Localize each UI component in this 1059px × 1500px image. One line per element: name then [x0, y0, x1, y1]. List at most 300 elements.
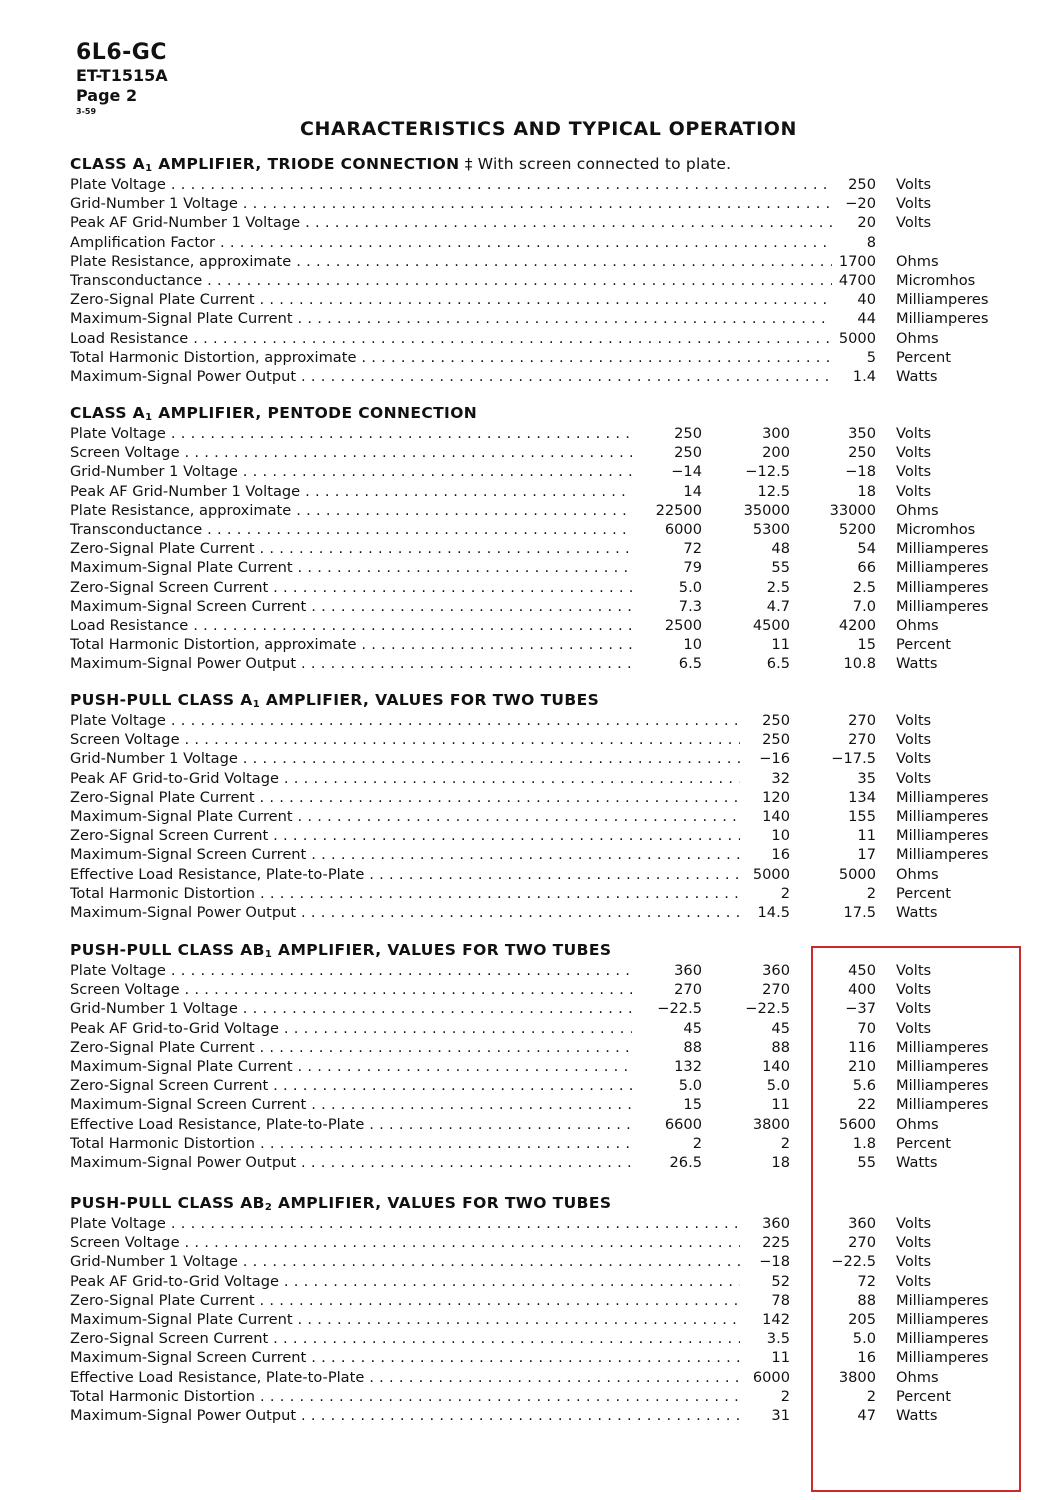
spec-value: 17.5 [843, 903, 876, 921]
spec-unit: Milliamperes [896, 1096, 989, 1114]
spec-value: 11 [857, 827, 876, 845]
spec-value: 134 [848, 788, 876, 806]
spec-value: −22.5 [657, 1000, 702, 1018]
spec-value: 7.0 [852, 597, 876, 615]
spec-value: −20 [845, 195, 876, 213]
spec-value: 48 [771, 540, 790, 558]
spec-unit: Ohms [896, 1368, 939, 1386]
spec-value: 205 [848, 1310, 876, 1328]
spec-label: Zero-Signal Screen Current . . . [70, 826, 740, 845]
spec-row [70, 520, 1010, 539]
spec-value: 2 [780, 884, 790, 902]
spec-label: Maximum-Signal Screen Current . . . [70, 1095, 632, 1114]
spec-value: 5.0 [852, 1330, 876, 1348]
spec-row [70, 788, 1010, 807]
spec-unit: Volts [896, 750, 932, 768]
spec-value: 4700 [838, 271, 876, 289]
spec-rows [70, 175, 1010, 386]
spec-unit: Percent [896, 636, 951, 654]
spec-value: 88 [857, 1291, 876, 1309]
spec-value: 88 [771, 1038, 790, 1056]
spec-unit: Micromhos [896, 520, 976, 538]
spec-row [70, 826, 1010, 845]
spec-value: 55 [771, 559, 790, 577]
spec-value: −16 [759, 750, 790, 768]
spec-value: 6600 [664, 1115, 702, 1133]
spec-value: 10.8 [843, 655, 876, 673]
section-title-text: AMPLIFIER, PENTODE CONNECTION [152, 404, 478, 422]
section-title-text: AMPLIFIER, TRIODE CONNECTION [152, 155, 460, 173]
section-title-text: AMPLIFIER, VALUES FOR TWO TUBES [260, 691, 600, 709]
spec-row [70, 309, 1010, 328]
section-title [70, 403, 1010, 424]
spec-row [70, 501, 1010, 520]
spec-label: Transconductance . . . [70, 271, 832, 290]
spec-row [70, 730, 1010, 749]
section-title-subscript: 1 [252, 699, 261, 710]
spec-value: 120 [762, 788, 790, 806]
spec-unit: Ohms [896, 616, 939, 634]
spec-row [70, 558, 1010, 577]
spec-value: −18 [759, 1253, 790, 1271]
spec-value: 116 [848, 1038, 876, 1056]
spec-value: 142 [762, 1310, 790, 1328]
spec-unit: Volts [896, 769, 932, 787]
spec-row [70, 865, 1010, 884]
spec-unit: Milliamperes [896, 1310, 989, 1328]
spec-unit: Volts [896, 444, 932, 462]
spec-label: Zero-Signal Plate Current . . . [70, 539, 632, 558]
spec-row [70, 213, 1010, 232]
spec-value: 10 [771, 827, 790, 845]
spec-unit: Percent [896, 348, 951, 366]
spec-unit: Volts [896, 176, 932, 193]
spec-row [70, 462, 1010, 481]
section-title-subscript: 1 [145, 163, 153, 174]
spec-row [70, 749, 1010, 768]
spec-unit: Percent [896, 884, 951, 902]
spec-value: 15 [683, 1096, 702, 1114]
spec-value: 11 [771, 1349, 790, 1367]
spec-value: 400 [848, 981, 876, 999]
spec-label: Grid-Number 1 Voltage . . . [70, 749, 740, 768]
spec-value: 5200 [838, 520, 876, 538]
spec-unit: Milliamperes [896, 1038, 989, 1056]
spec-label: Effective Load Resistance, Plate-to-Plate . . . [70, 1368, 740, 1387]
spec-label: Maximum-Signal Plate Current . . . [70, 309, 832, 328]
spec-value: 14.5 [757, 903, 790, 921]
spec-value: 140 [762, 1057, 790, 1075]
section-title-text: AMPLIFIER, VALUES FOR TWO TUBES [272, 1194, 612, 1212]
spec-value: 5000 [838, 329, 876, 347]
spec-value: 2.5 [852, 578, 876, 596]
spec-value: 33000 [829, 501, 876, 519]
spec-value: 3.5 [766, 1330, 790, 1348]
spec-value: 2 [780, 1387, 790, 1405]
spec-label: Zero-Signal Plate Current . . . [70, 788, 740, 807]
spec-value: 45 [771, 1019, 790, 1037]
spec-label: Amplification Factor . . . [70, 233, 832, 252]
spec-unit: Milliamperes [896, 1057, 989, 1075]
spec-value: 11 [771, 636, 790, 654]
spec-value: 15 [857, 636, 876, 654]
spec-label: Effective Load Resistance, Plate-to-Plate . . . [70, 865, 740, 884]
spec-label: Plate Voltage . . . [70, 711, 740, 730]
spec-label: Peak AF Grid-to-Grid Voltage . . . [70, 769, 740, 788]
spec-label: Zero-Signal Plate Current . . . [70, 1291, 740, 1310]
spec-label: Load Resistance . . . [70, 616, 632, 635]
spec-value: 200 [762, 444, 790, 462]
spec-value: 16 [857, 1349, 876, 1367]
spec-unit: Ohms [896, 252, 939, 270]
spec-value: 35000 [743, 501, 790, 519]
spec-unit: Watts [896, 903, 938, 921]
spec-value: 270 [848, 712, 876, 729]
spec-unit: Percent [896, 1387, 951, 1405]
spec-unit: Volts [896, 962, 932, 979]
section-title-subscript: 1 [145, 412, 153, 423]
spec-row [70, 807, 1010, 826]
section-title-subscript: 1 [264, 949, 273, 960]
spec-value: 79 [683, 559, 702, 577]
spec-value: 72 [857, 1272, 876, 1290]
spec-label: Maximum-Signal Power Output . . . [70, 903, 740, 922]
spec-value: 360 [674, 962, 702, 979]
spec-label: Maximum-Signal Screen Current . . . [70, 845, 740, 864]
spec-unit: Ohms [896, 1115, 939, 1133]
section-class-a1-pentode [70, 403, 1010, 673]
spec-row [70, 597, 1010, 616]
spec-value: −22.5 [745, 1000, 790, 1018]
spec-value: 2 [866, 884, 876, 902]
spec-value: 5600 [838, 1115, 876, 1133]
spec-unit: Micromhos [896, 271, 976, 289]
spec-value: 35 [857, 769, 876, 787]
spec-value: 78 [771, 1291, 790, 1309]
spec-unit: Volts [896, 1019, 932, 1037]
spec-unit: Watts [896, 1406, 938, 1424]
spec-value: 1.8 [852, 1134, 876, 1152]
spec-unit: Watts [896, 1153, 938, 1171]
spec-value: 5.0 [678, 1077, 702, 1095]
spec-value: 250 [848, 444, 876, 462]
spec-value: 17 [857, 846, 876, 864]
spec-label: Grid-Number 1 Voltage . . . [70, 999, 632, 1018]
spec-label: Total Harmonic Distortion, approximate . . . [70, 348, 832, 367]
section-class-a1-triode [70, 154, 1010, 386]
spec-value: 16 [771, 846, 790, 864]
spec-label: Plate Voltage . . . [70, 175, 832, 194]
spec-row [70, 539, 1010, 558]
spec-label: Plate Resistance, approximate . . . [70, 501, 632, 520]
spec-value: −17.5 [831, 750, 876, 768]
spec-value: 270 [848, 731, 876, 749]
spec-row [70, 654, 1010, 673]
spec-value: 11 [771, 1096, 790, 1114]
spec-value: 2500 [664, 616, 702, 634]
spec-value: −37 [845, 1000, 876, 1018]
spec-unit: Volts [896, 1000, 932, 1018]
spec-rows [70, 424, 1010, 673]
spec-row [70, 903, 1010, 922]
page-number: Page 2 [76, 86, 138, 105]
spec-unit: Percent [896, 1134, 951, 1152]
spec-value: 300 [762, 425, 790, 442]
spec-label: Peak AF Grid-Number 1 Voltage . . . [70, 482, 632, 501]
spec-value: 2.5 [766, 578, 790, 596]
spec-value: 12.5 [757, 482, 790, 500]
spec-value: 20 [857, 214, 876, 232]
spec-label: Plate Voltage . . . [70, 424, 632, 443]
spec-unit: Watts [896, 655, 938, 673]
spec-unit: Volts [896, 195, 932, 213]
revision-date: 3-59 [76, 107, 97, 116]
spec-value: 5 [866, 348, 876, 366]
spec-unit: Milliamperes [896, 559, 989, 577]
spec-value: 26.5 [669, 1153, 702, 1171]
spec-value: 2 [692, 1134, 702, 1152]
section-push-pull-class-a1 [70, 690, 1010, 922]
spec-label: Load Resistance . . . [70, 329, 832, 348]
spec-unit: Milliamperes [896, 578, 989, 596]
spec-value: 2 [866, 1387, 876, 1405]
spec-row [70, 194, 1010, 213]
spec-label: Grid-Number 1 Voltage . . . [70, 462, 632, 481]
spec-row [70, 233, 1010, 252]
spec-label: Maximum-Signal Power Output . . . [70, 1406, 740, 1425]
spec-unit: Milliamperes [896, 788, 989, 806]
spec-row [70, 635, 1010, 654]
spec-value: 210 [848, 1057, 876, 1075]
spec-unit: Ohms [896, 501, 939, 519]
spec-unit: Volts [896, 1272, 932, 1290]
spec-value: 1.4 [852, 367, 876, 385]
spec-value: 44 [857, 310, 876, 328]
spec-label: Peak AF Grid-to-Grid Voltage . . . [70, 1019, 632, 1038]
spec-row [70, 845, 1010, 864]
spec-value: 22 [857, 1096, 876, 1114]
spec-value: 140 [762, 807, 790, 825]
spec-value: 350 [848, 425, 876, 442]
spec-value: 66 [857, 559, 876, 577]
spec-label: Plate Resistance, approximate . . . [70, 252, 832, 271]
spec-label: Maximum-Signal Screen Current . . . [70, 1348, 740, 1367]
spec-row [70, 329, 1010, 348]
spec-label: Zero-Signal Plate Current . . . [70, 290, 832, 309]
spec-unit: Volts [896, 482, 932, 500]
spec-value: 45 [683, 1019, 702, 1037]
spec-value: 360 [762, 1215, 790, 1232]
spec-unit: Milliamperes [896, 597, 989, 615]
spec-value: 72 [683, 540, 702, 558]
spec-value: 360 [762, 962, 790, 979]
spec-value: 88 [683, 1038, 702, 1056]
spec-unit: Volts [896, 214, 932, 232]
spec-value: 40 [857, 291, 876, 309]
spec-value: 70 [857, 1019, 876, 1037]
section-title-text: CLASS A [70, 155, 146, 173]
spec-unit: Watts [896, 367, 938, 385]
section-title-text: AMPLIFIER, VALUES FOR TWO TUBES [272, 941, 612, 959]
page-title: CHARACTERISTICS AND TYPICAL OPERATION [300, 118, 798, 140]
spec-value: 5.0 [678, 578, 702, 596]
spec-value: 10 [683, 636, 702, 654]
spec-unit: Milliamperes [896, 807, 989, 825]
spec-value: 4.7 [766, 597, 790, 615]
spec-value: 6.5 [678, 655, 702, 673]
spec-label: Effective Load Resistance, Plate-to-Plate . . . [70, 1115, 632, 1134]
spec-label: Transconductance . . . [70, 520, 632, 539]
spec-value: −18 [845, 463, 876, 481]
spec-value: 225 [762, 1234, 790, 1252]
spec-value: 22500 [655, 501, 702, 519]
spec-unit: Volts [896, 425, 932, 442]
spec-value: −22.5 [831, 1253, 876, 1271]
spec-label: Maximum-Signal Power Output . . . [70, 367, 832, 386]
spec-value: 250 [848, 176, 876, 193]
spec-value: 250 [762, 731, 790, 749]
document-code: ET-T1515A [76, 66, 168, 85]
spec-unit: Volts [896, 1215, 932, 1232]
spec-value: 3800 [752, 1115, 790, 1133]
spec-row [70, 252, 1010, 271]
spec-unit: Milliamperes [896, 1349, 989, 1367]
spec-unit: Milliamperes [896, 846, 989, 864]
spec-label: Zero-Signal Screen Current . . . [70, 578, 632, 597]
spec-value: 270 [674, 981, 702, 999]
spec-unit: Ohms [896, 329, 939, 347]
spec-value: 6.5 [766, 655, 790, 673]
spec-label: Maximum-Signal Plate Current . . . [70, 558, 632, 577]
spec-value: 250 [762, 712, 790, 729]
spec-value: 6000 [752, 1368, 790, 1386]
spec-value: 132 [674, 1057, 702, 1075]
spec-value: 270 [848, 1234, 876, 1252]
spec-value: 5.0 [766, 1077, 790, 1095]
spec-unit: Volts [896, 731, 932, 749]
spec-value: 32 [771, 769, 790, 787]
spec-label: Total Harmonic Distortion . . . [70, 884, 740, 903]
spec-label: Plate Voltage . . . [70, 1214, 740, 1233]
spec-label: Screen Voltage . . . [70, 443, 632, 462]
spec-unit: Volts [896, 463, 932, 481]
spec-label: Screen Voltage . . . [70, 1233, 740, 1252]
spec-label: Screen Voltage . . . [70, 730, 740, 749]
spec-label: Maximum-Signal Plate Current . . . [70, 1057, 632, 1076]
spec-value: 14 [683, 482, 702, 500]
spec-value: 54 [857, 540, 876, 558]
spec-value: 5300 [752, 520, 790, 538]
spec-value: 250 [674, 444, 702, 462]
spec-row [70, 578, 1010, 597]
spec-unit: Volts [896, 712, 932, 729]
spec-value: 47 [857, 1406, 876, 1424]
spec-label: Maximum-Signal Power Output . . . [70, 654, 632, 673]
spec-unit: Ohms [896, 865, 939, 883]
section-title [70, 690, 1010, 711]
spec-unit: Milliamperes [896, 291, 989, 309]
section-title-text: PUSH-PULL CLASS AB [70, 941, 265, 959]
spec-unit: Volts [896, 981, 932, 999]
spec-label: Zero-Signal Screen Current . . . [70, 1329, 740, 1348]
spec-row [70, 711, 1010, 730]
section-title-text: CLASS A [70, 404, 146, 422]
spec-value: 1700 [838, 252, 876, 270]
spec-unit: Milliamperes [896, 540, 989, 558]
spec-unit: Milliamperes [896, 827, 989, 845]
spec-label: Grid-Number 1 Voltage . . . [70, 1252, 740, 1271]
spec-label: Maximum-Signal Screen Current . . . [70, 597, 632, 616]
spec-row [70, 769, 1010, 788]
spec-unit: Volts [896, 1234, 932, 1252]
spec-unit: Milliamperes [896, 1077, 989, 1095]
spec-value: 5000 [752, 865, 790, 883]
section-title-note: ‡ With screen connected to plate. [459, 155, 732, 173]
spec-value: 7.3 [678, 597, 702, 615]
spec-unit: Milliamperes [896, 1330, 989, 1348]
spec-row [70, 271, 1010, 290]
spec-label: Peak AF Grid-to-Grid Voltage . . . [70, 1272, 740, 1291]
spec-value: 4200 [838, 616, 876, 634]
spec-value: 6000 [664, 520, 702, 538]
spec-unit: Milliamperes [896, 1291, 989, 1309]
spec-value: 5000 [838, 865, 876, 883]
spec-label: Plate Voltage . . . [70, 961, 632, 980]
spec-value: 55 [857, 1153, 876, 1171]
highlight-box [811, 946, 1021, 1492]
spec-row [70, 884, 1010, 903]
spec-row [70, 175, 1010, 194]
spec-row [70, 482, 1010, 501]
spec-label: Screen Voltage . . . [70, 980, 632, 999]
spec-row [70, 616, 1010, 635]
spec-label: Total Harmonic Distortion . . . [70, 1134, 632, 1153]
spec-row [70, 290, 1010, 309]
spec-label: Total Harmonic Distortion . . . [70, 1387, 740, 1406]
spec-label: Total Harmonic Distortion, approximate . . . [70, 635, 632, 654]
spec-value: 270 [762, 981, 790, 999]
spec-value: 18 [771, 1153, 790, 1171]
spec-row [70, 424, 1010, 443]
section-title-text: PUSH-PULL CLASS A [70, 691, 253, 709]
spec-value: 3800 [838, 1368, 876, 1386]
spec-label: Zero-Signal Screen Current . . . [70, 1076, 632, 1095]
spec-value: 2 [780, 1134, 790, 1152]
spec-value: 31 [771, 1406, 790, 1424]
spec-value: 450 [848, 962, 876, 979]
spec-label: Zero-Signal Plate Current . . . [70, 1038, 632, 1057]
spec-label: Maximum-Signal Power Output . . . [70, 1153, 632, 1172]
spec-row [70, 443, 1010, 462]
section-title-subscript: 2 [264, 1202, 273, 1213]
spec-value: 5.6 [852, 1077, 876, 1095]
spec-label: Maximum-Signal Plate Current . . . [70, 1310, 740, 1329]
spec-value: 8 [866, 233, 876, 251]
spec-value: 155 [848, 807, 876, 825]
spec-label: Maximum-Signal Plate Current . . . [70, 807, 740, 826]
spec-value: 52 [771, 1272, 790, 1290]
section-title [70, 154, 1010, 175]
spec-label: Peak AF Grid-Number 1 Voltage . . . [70, 213, 832, 232]
spec-label: Grid-Number 1 Voltage . . . [70, 194, 832, 213]
section-title-text: PUSH-PULL CLASS AB [70, 1194, 265, 1212]
spec-unit: Milliamperes [896, 310, 989, 328]
spec-value: 360 [848, 1215, 876, 1232]
spec-value: 18 [857, 482, 876, 500]
spec-row [70, 348, 1010, 367]
spec-rows [70, 711, 1010, 922]
spec-value: −14 [671, 463, 702, 481]
